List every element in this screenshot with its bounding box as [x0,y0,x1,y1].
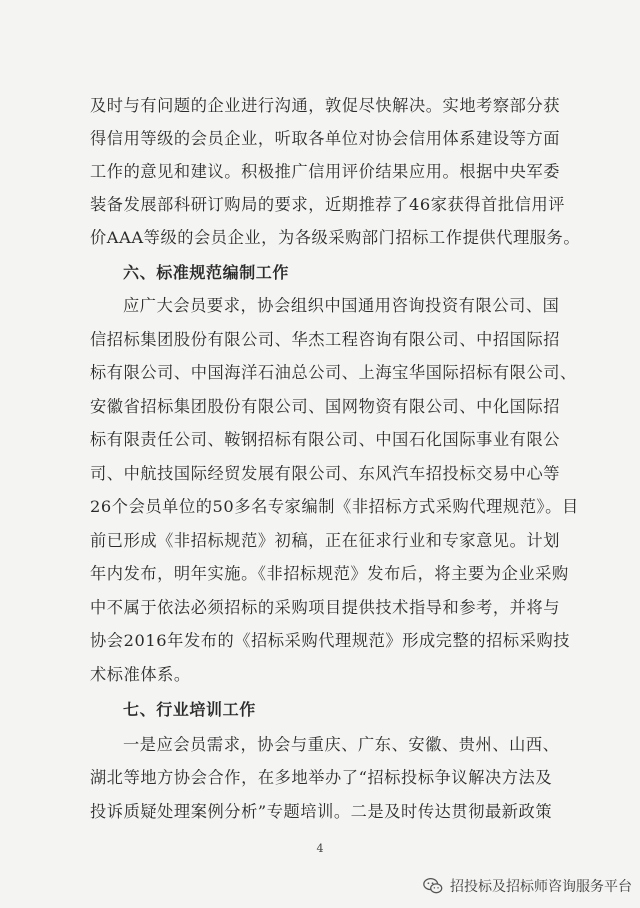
paragraph-line: 前已形成《非招标规范》初稿，正在征求行业和专家意见。计划 [90,531,561,550]
paragraph-line: 应广大会员要求，协会组织中国通用咨询投资有限公司、国 [123,296,560,315]
paragraph-line: 术标准体系。 [90,665,191,684]
paragraph-line: 及时与有问题的企业进行沟通，敦促尽快解决。实地考察部分获 [90,96,561,115]
paragraph-line: 协会2016年发布的《招标采购代理规范》形成完整的招标采购技 [90,631,571,650]
section-heading-6: 六、标准规范编制工作 [123,263,290,282]
paragraph-line: 湖北等地方协会合作，在多地举办了“招标投标争议解决方法及 [90,768,553,787]
section-heading-7: 七、行业培训工作 [123,700,256,719]
paragraph-line: 价AAA等级的会员企业，为各级采购部门招标工作提供代理服务。 [90,228,581,247]
paragraph-line: 标有限公司、中国海洋石油总公司、上海宝华国际招标有限公司、 [90,363,577,382]
paragraph-line: 得信用等级的会员企业，听取各单位对协会信用体系建设等方面 [90,129,561,148]
paragraph-line: 中不属于依法必须招标的采购项目提供技术指导和参考，并将与 [90,598,561,617]
page-number: 4 [316,842,324,855]
watermark-text: 招投标及招标师咨询服务平台 [450,879,632,895]
paragraph-line: 安徽省招标集团股份有限公司、国网物资有限公司、中化国际招 [90,397,561,416]
paragraph-line: 26个会员单位的50多名专家编制《非招标方式采购代理规范》。目 [90,497,579,516]
wechat-icon [422,875,444,897]
paragraph-line: 装备发展部科研订购局的要求，近期推荐了46家获得首批信用评 [90,195,566,214]
watermark [422,875,632,897]
paragraph-line: 年内发布，明年实施。《非招标规范》发布后，将主要为企业采购 [90,564,569,583]
paragraph-line: 司、中航技国际经贸发展有限公司、东风汽车招投标交易中心等 [90,464,561,483]
paragraph-line: 一是应会员需求，协会与重庆、广东、安徽、贵州、山西、 [123,735,560,754]
paragraph-line: 投诉质疑处理案例分析”专题培训。二是及时传达贯彻最新政策 [90,802,553,821]
paragraph-line: 信招标集团股份有限公司、华杰工程咨询有限公司、中招国际招 [90,330,561,349]
paragraph-line: 工作的意见和建议。积极推广信用评价结果应用。根据中央军委 [90,162,561,181]
paragraph-line: 标有限责任公司、鞍钢招标有限公司、中国石化国际事业有限公 [90,430,561,449]
